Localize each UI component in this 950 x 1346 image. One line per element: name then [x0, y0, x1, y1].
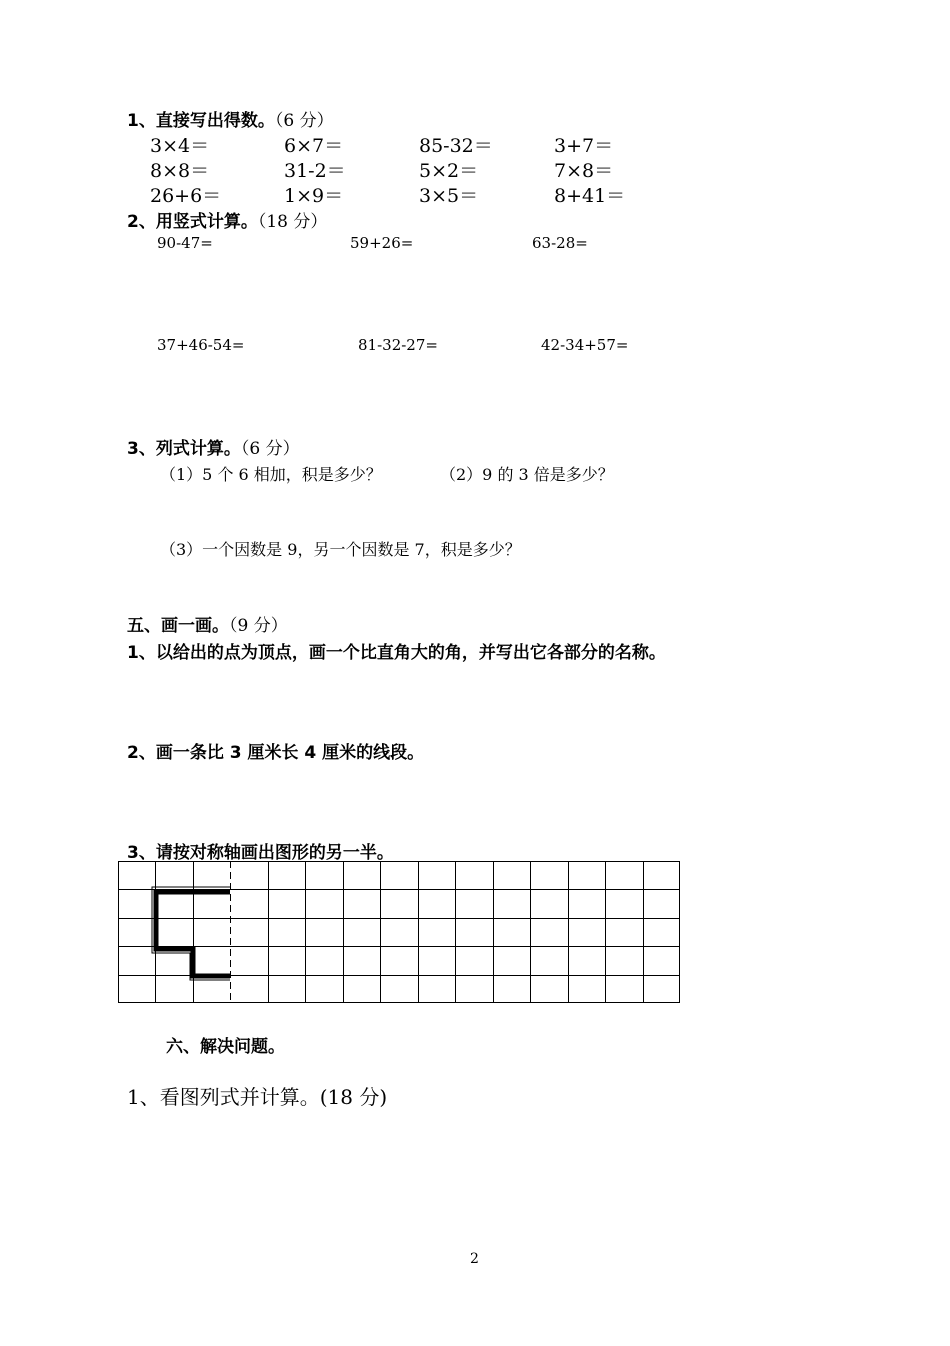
- part5-title: 五、画一画。: [127, 616, 229, 636]
- draw-question: 2、画一条比 3 厘米长 4 厘米的线段。: [127, 743, 425, 763]
- oral-item: 8×8＝: [150, 160, 210, 182]
- oral-item: 85-32＝: [419, 135, 493, 157]
- draw-question: 3、请按对称轴画出图形的另一半。: [127, 843, 394, 863]
- part5-heading: [127, 611, 288, 636]
- oral-item: 3+7＝: [554, 135, 614, 157]
- section2-heading: [127, 207, 327, 232]
- oral-item: 26+6＝: [150, 185, 222, 207]
- section3-heading: [127, 434, 300, 459]
- section3-title: 3、列式计算。: [127, 439, 241, 459]
- section2-score: （18 分）: [257, 212, 328, 232]
- page-number: 2: [470, 1251, 479, 1267]
- oral-item: 31-2＝: [284, 160, 346, 182]
- half-figure: [152, 887, 230, 980]
- word-problem: （1）5 个 6 相加，积是多少？: [160, 465, 382, 484]
- vertical-calc-item: 81-32-27=: [358, 336, 438, 354]
- section3-score: （6 分）: [240, 439, 300, 459]
- symmetry-grid: [118, 861, 680, 1004]
- draw-question: 1、以给出的点为顶点，画一个比直角大的角，并写出它各部分的名称。: [127, 643, 666, 663]
- section1-score: （6 分）: [274, 111, 334, 131]
- oral-item: 8+41＝: [554, 185, 626, 207]
- part5-score: （9 分）: [229, 616, 288, 636]
- grid-lines: [118, 861, 680, 1003]
- vertical-calc-item: 42-34+57=: [541, 336, 629, 354]
- oral-item: 5×2＝: [419, 160, 479, 182]
- word-problem: （3）一个因数是 9，另一个因数是 7，积是多少？: [160, 540, 521, 559]
- vertical-calc-item: 90-47=: [157, 234, 213, 252]
- oral-item: 1×9＝: [284, 185, 344, 207]
- oral-item: 7×8＝: [554, 160, 614, 182]
- oral-item: 3×5＝: [419, 185, 479, 207]
- oral-item: 3×4＝: [150, 135, 210, 157]
- word-problem-heading: 1、看图列式并计算。(18 分): [127, 1085, 388, 1109]
- section2-title: 2、用竖式计算。: [127, 212, 258, 232]
- section1-title: 1、直接写出得数。: [127, 111, 275, 131]
- section1-heading: [127, 106, 334, 131]
- vertical-calc-item: 37+46-54=: [157, 336, 245, 354]
- word-problem: （2）9 的 3 倍是多少？: [440, 465, 614, 484]
- oral-item: 6×7＝: [284, 135, 344, 157]
- vertical-calc-item: 63-28=: [532, 234, 588, 252]
- part6-title: 六、解决问题。: [166, 1037, 285, 1057]
- vertical-calc-item: 59+26=: [350, 234, 414, 252]
